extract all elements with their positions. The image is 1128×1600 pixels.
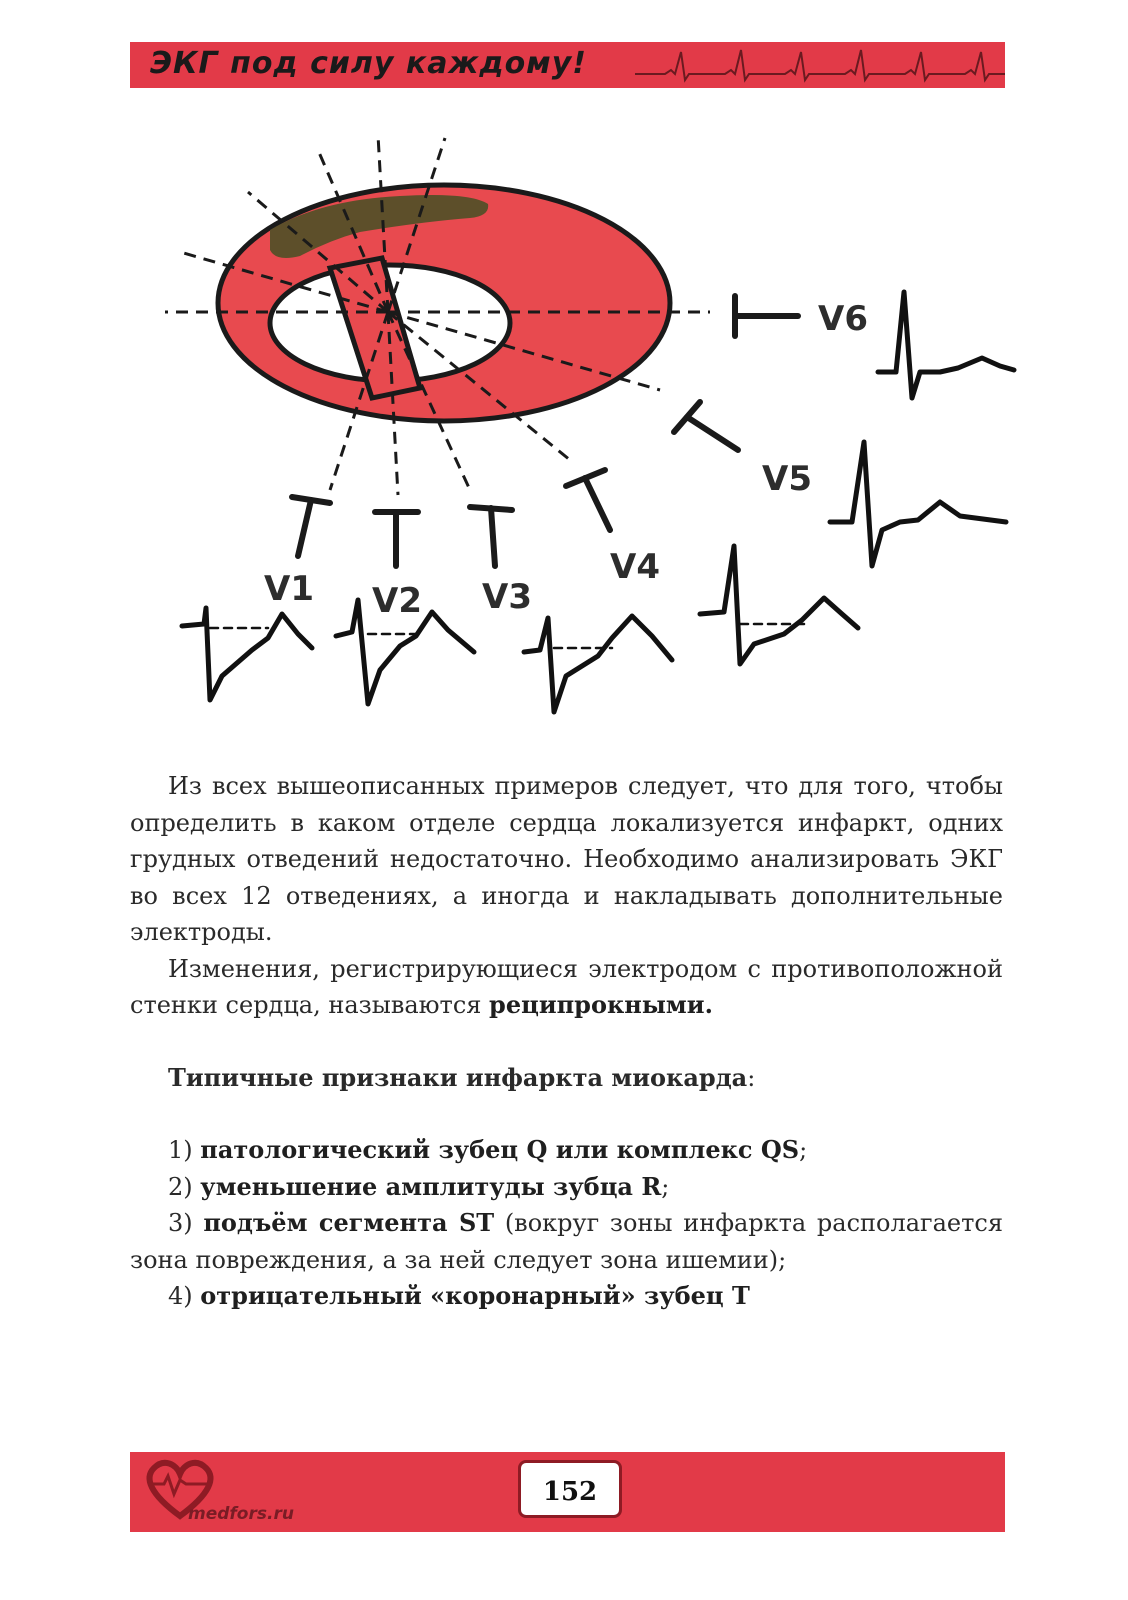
lead-label-v2: V2 <box>372 581 422 621</box>
list-item: 1) патологический зубец Q или комплекс QS; <box>168 1135 808 1164</box>
ecg-v1 <box>182 608 312 700</box>
logo-text: medfors.ru <box>188 1504 294 1524</box>
header-title: ЭКГ под силу каждому! <box>150 46 587 81</box>
lead-label-v4: V4 <box>610 547 660 587</box>
page-number: 152 <box>518 1460 622 1518</box>
lead-label-v3: V3 <box>482 577 532 617</box>
paragraph-1: Из всех вышеописанных примеров следует, что для того, чтобы определить в каком отделе сердца локализуется инфаркт, одних грудных отведений недостаточно. Необходимо анализировать ЭКГ во всех 12 отведениях, а иногда и накладывать дополнительные электроды. <box>130 772 1003 946</box>
footer-band <box>130 1452 1005 1532</box>
ecg-v4 <box>700 546 858 664</box>
ecg-v6 <box>878 292 1014 398</box>
lead-label-v6: V6 <box>818 299 868 339</box>
reciprocal-term: реципрокными. <box>489 990 713 1019</box>
paragraph-2: Изменения, регистрирующиеся электродом с противоположной стенки сердца, называются реципрокными. <box>130 954 1003 1019</box>
section-heading: Типичные признаки инфаркта миокарда: <box>168 1062 756 1092</box>
lead-label-v5: V5 <box>762 459 812 499</box>
body-text <box>130 768 1003 1315</box>
heart-leads-figure <box>0 0 1128 740</box>
list-item: 2) уменьшение амплитуды зубца R; <box>168 1171 670 1201</box>
list-item: 3) подъём сегмента ST (вокруг зоны инфаркта располагается зона повреждения, а за ней следует зона ишемии); <box>130 1208 1003 1274</box>
ecg-v5 <box>830 442 1006 566</box>
list-item: 4) отрицательный «коронарный» зубец Т <box>168 1281 750 1310</box>
ecg-v3 <box>524 616 672 712</box>
lead-label-v1: V1 <box>264 569 314 609</box>
